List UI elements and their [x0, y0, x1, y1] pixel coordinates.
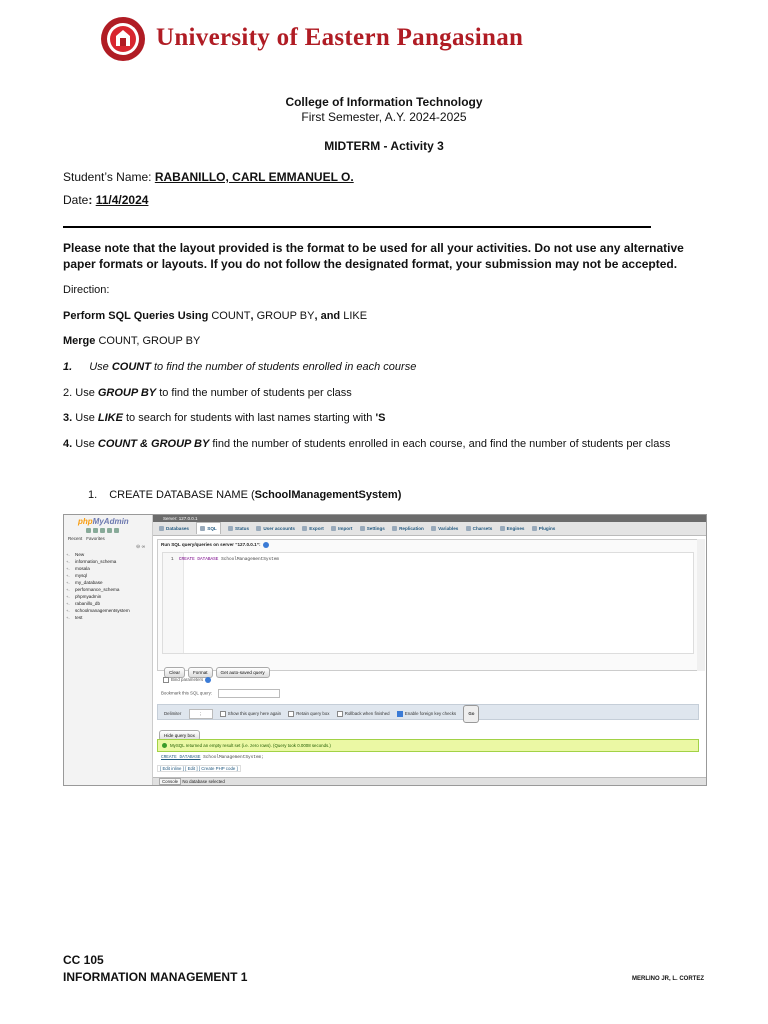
item-pre: Use: [72, 412, 98, 424]
item-post: to search for students with last names starting with: [122, 412, 376, 424]
pma-logo: [78, 517, 129, 526]
tab-recent[interactable]: Recent: [68, 536, 83, 541]
pma-quick-icons: [86, 528, 126, 533]
settings-icon[interactable]: [107, 528, 112, 533]
item-keyword: COUNT & GROUP BY: [97, 438, 210, 450]
pma-logo-php: php: [78, 517, 93, 526]
perform-count: COUNT: [208, 310, 251, 322]
course-code: CC 105: [63, 953, 104, 967]
instructor-name: MERLINO JR, L. CORTEZ: [632, 976, 704, 982]
perform-bold: Perform SQL Queries Using: [63, 310, 209, 322]
nav-variables[interactable]: Variables: [431, 526, 458, 531]
sql-editor[interactable]: [162, 552, 694, 654]
nav-replication[interactable]: Replication: [392, 526, 424, 531]
bookmark-input[interactable]: [218, 689, 280, 698]
import-icon: [331, 526, 336, 531]
query-options-bar: [157, 704, 699, 720]
item-keyword: COUNT: [111, 361, 151, 373]
step-db-name: SchoolManagementSystem): [254, 489, 402, 501]
item-post: to find the number of students per class: [156, 387, 352, 399]
tab-favorites[interactable]: Favorites: [86, 536, 105, 541]
success-message: MySQL returned an empty result set (i.e. zero rows). (Query took 0.0008 seconds.): [157, 739, 699, 752]
clear-button[interactable]: Clear: [164, 667, 185, 678]
university-logo: [100, 16, 604, 62]
db-item[interactable]: +- my_database: [66, 580, 103, 585]
console-message: No database selected: [182, 779, 225, 784]
direction-item-4: [63, 438, 670, 450]
item-pre: Use: [89, 361, 112, 373]
divider: [63, 226, 651, 228]
item-tail: 'S: [375, 412, 386, 424]
item-number: 2.: [63, 387, 73, 399]
engines-icon: [500, 526, 505, 531]
check-icon: [162, 743, 167, 748]
student-name-line: [63, 170, 354, 184]
item-number: 1.: [63, 361, 73, 373]
pma-side-tabs: [68, 536, 109, 541]
item-pre: Use: [72, 438, 98, 450]
direction-item-2: [63, 387, 352, 399]
date-colon: :: [88, 193, 96, 207]
auto-saved-query-button[interactable]: Get auto-saved query: [216, 667, 270, 678]
nav-status[interactable]: Status: [228, 526, 249, 531]
console-bar: [153, 777, 706, 786]
editor-gutter: [163, 553, 184, 653]
scrollbar[interactable]: [697, 539, 705, 671]
date-line: [63, 193, 148, 207]
server-label: Server: 127.0.0.1: [163, 516, 198, 521]
step-text: CREATE DATABASE NAME (: [109, 489, 255, 501]
db-item[interactable]: +- New: [66, 552, 85, 557]
db-item[interactable]: +- schoolmanagementsystem: [66, 608, 130, 613]
help-icon[interactable]: [263, 542, 269, 548]
perform-and: , and: [314, 310, 341, 322]
course-name: INFORMATION MANAGEMENT 1: [63, 970, 248, 984]
semester: First Semester, A.Y. 2024-2025: [301, 110, 467, 124]
perform-groupby: GROUP BY: [256, 310, 315, 322]
wrench-icon: [360, 526, 365, 531]
date-value: 11/4/2024: [95, 193, 149, 207]
delimiter-input[interactable]: ;: [189, 709, 213, 719]
direction-item-3: [63, 412, 385, 424]
pma-sidebar: [64, 515, 153, 785]
direction-label: Direction:: [63, 284, 110, 296]
merge-bold: Merge: [63, 335, 96, 347]
nav-import[interactable]: Import: [331, 526, 352, 531]
line-number: 1: [171, 557, 174, 562]
college-name: College of Information Technology: [285, 95, 483, 109]
direction-item-1: [63, 361, 416, 373]
nav-user-accounts[interactable]: User accounts: [256, 526, 295, 531]
database-icon: [159, 526, 164, 531]
pma-title-bar: [153, 515, 706, 522]
bookmark-label: Bookmark this SQL query:: [161, 690, 213, 696]
item-keyword: LIKE: [97, 412, 123, 424]
step-1: [88, 489, 401, 501]
format-button[interactable]: Format: [188, 667, 213, 678]
pma-logo-admin: MyAdmin: [92, 517, 129, 526]
show-query-checkbox[interactable]: [220, 711, 226, 717]
users-icon: [256, 526, 261, 531]
status-icon: [228, 526, 233, 531]
executed-statement: [161, 755, 264, 760]
home-icon[interactable]: [86, 528, 91, 533]
statement-links[interactable]: [ Edit inline ] [ Edit ] [ Create PHP code ]: [157, 765, 241, 772]
export-icon: [302, 526, 307, 531]
pma-top-nav: [153, 522, 706, 536]
hide-query-box-button[interactable]: Hide query box: [159, 730, 200, 741]
replication-icon: [392, 526, 397, 531]
merge-line: [63, 335, 200, 347]
collapse-icon[interactable]: ⊖ ∞: [136, 544, 146, 550]
item-keyword: GROUP BY: [97, 387, 157, 399]
db-item[interactable]: +- phpmyadmin: [66, 594, 102, 599]
retain-query-option[interactable]: Retain query box: [288, 711, 329, 716]
nav-databases[interactable]: Databases: [159, 526, 189, 531]
sql-identifier: SchoolManagementSystem: [218, 557, 280, 562]
nav-settings[interactable]: Settings: [360, 526, 385, 531]
query-heading: Run SQL query/queries on server “127.0.0.1”:: [161, 542, 269, 548]
item-post: find the number of students enrolled in each course, and find the number of students per class: [209, 438, 671, 450]
retain-query-checkbox[interactable]: [288, 711, 294, 717]
item-number: 4.: [63, 438, 73, 450]
db-item[interactable]: +- test: [66, 615, 83, 620]
format-note: Please note that the layout provided is the format to be used for all your activities. Do not use any alternative paper formats or layouts. If you do not follow the designated format, your submission may not be accepted.: [63, 241, 684, 271]
nav-sql[interactable]: SQL: [196, 522, 220, 534]
item-pre: Use: [72, 387, 98, 399]
db-item[interactable]: +- performance_schema: [66, 587, 120, 592]
perform-comma: ,: [250, 310, 257, 322]
item-post: to find the number of students enrolled in each course: [150, 361, 417, 373]
perform-line: [63, 310, 367, 322]
bind-parameters[interactable]: Bind parameters: [163, 677, 211, 683]
db-item[interactable]: +- mosala: [66, 566, 90, 571]
db-item[interactable]: +- information_schema: [66, 559, 117, 564]
sql-keyword: CREATE DATABASE: [178, 557, 219, 562]
db-item[interactable]: +- rabanillo_db: [66, 601, 101, 606]
sql-query-panel: [157, 539, 699, 675]
item-number: 3.: [63, 412, 73, 424]
plugins-icon: [532, 526, 537, 531]
go-button[interactable]: Go: [463, 705, 479, 723]
sql-code: [171, 557, 279, 562]
statement-identifier: SchoolManagementSystem;: [200, 755, 264, 760]
charsets-icon: [466, 526, 471, 531]
sql-icon: [200, 526, 205, 531]
bind-parameters-checkbox[interactable]: [163, 677, 169, 683]
nav-plugins[interactable]: Plugins: [532, 526, 556, 531]
university-seal-icon: [100, 16, 146, 62]
rollback-checkbox[interactable]: [337, 711, 343, 717]
activity-title: MIDTERM - Activity 3: [324, 139, 444, 153]
phpmyadmin-screenshot: [63, 514, 707, 786]
foreign-key-option[interactable]: Enable foreign key checks: [397, 711, 456, 716]
show-query-option[interactable]: Show this query here again: [220, 711, 281, 716]
statement-keyword[interactable]: CREATE DATABASE: [161, 755, 201, 760]
date-label: Date: [63, 193, 89, 207]
logout-icon[interactable]: [93, 528, 98, 533]
variables-icon: [431, 526, 436, 531]
delimiter-label: Delimiter: [164, 711, 182, 716]
university-name: University of Eastern Pangasinan: [156, 24, 524, 51]
db-item[interactable]: +- mysql: [66, 573, 87, 578]
nav-engines[interactable]: Engines: [500, 526, 525, 531]
nav-export[interactable]: Export: [302, 526, 324, 531]
foreign-key-checkbox[interactable]: [397, 711, 403, 717]
merge-rest: COUNT, GROUP BY: [95, 335, 201, 347]
student-name-value: RABANILLO, CARL EMMANUEL O.: [154, 170, 354, 184]
help-icon[interactable]: [205, 677, 211, 683]
pma-main: [153, 515, 706, 785]
nav-charsets[interactable]: Charsets: [466, 526, 493, 531]
step-number: 1.: [88, 489, 98, 501]
reload-icon[interactable]: [114, 528, 119, 533]
perform-like: LIKE: [340, 310, 368, 322]
rollback-option[interactable]: Rollback when finished: [337, 711, 390, 716]
docs-icon[interactable]: [100, 528, 105, 533]
student-name-label: Student’s Name:: [63, 170, 155, 184]
console-tab[interactable]: Console: [159, 778, 181, 785]
bookmark-row: [161, 689, 280, 698]
